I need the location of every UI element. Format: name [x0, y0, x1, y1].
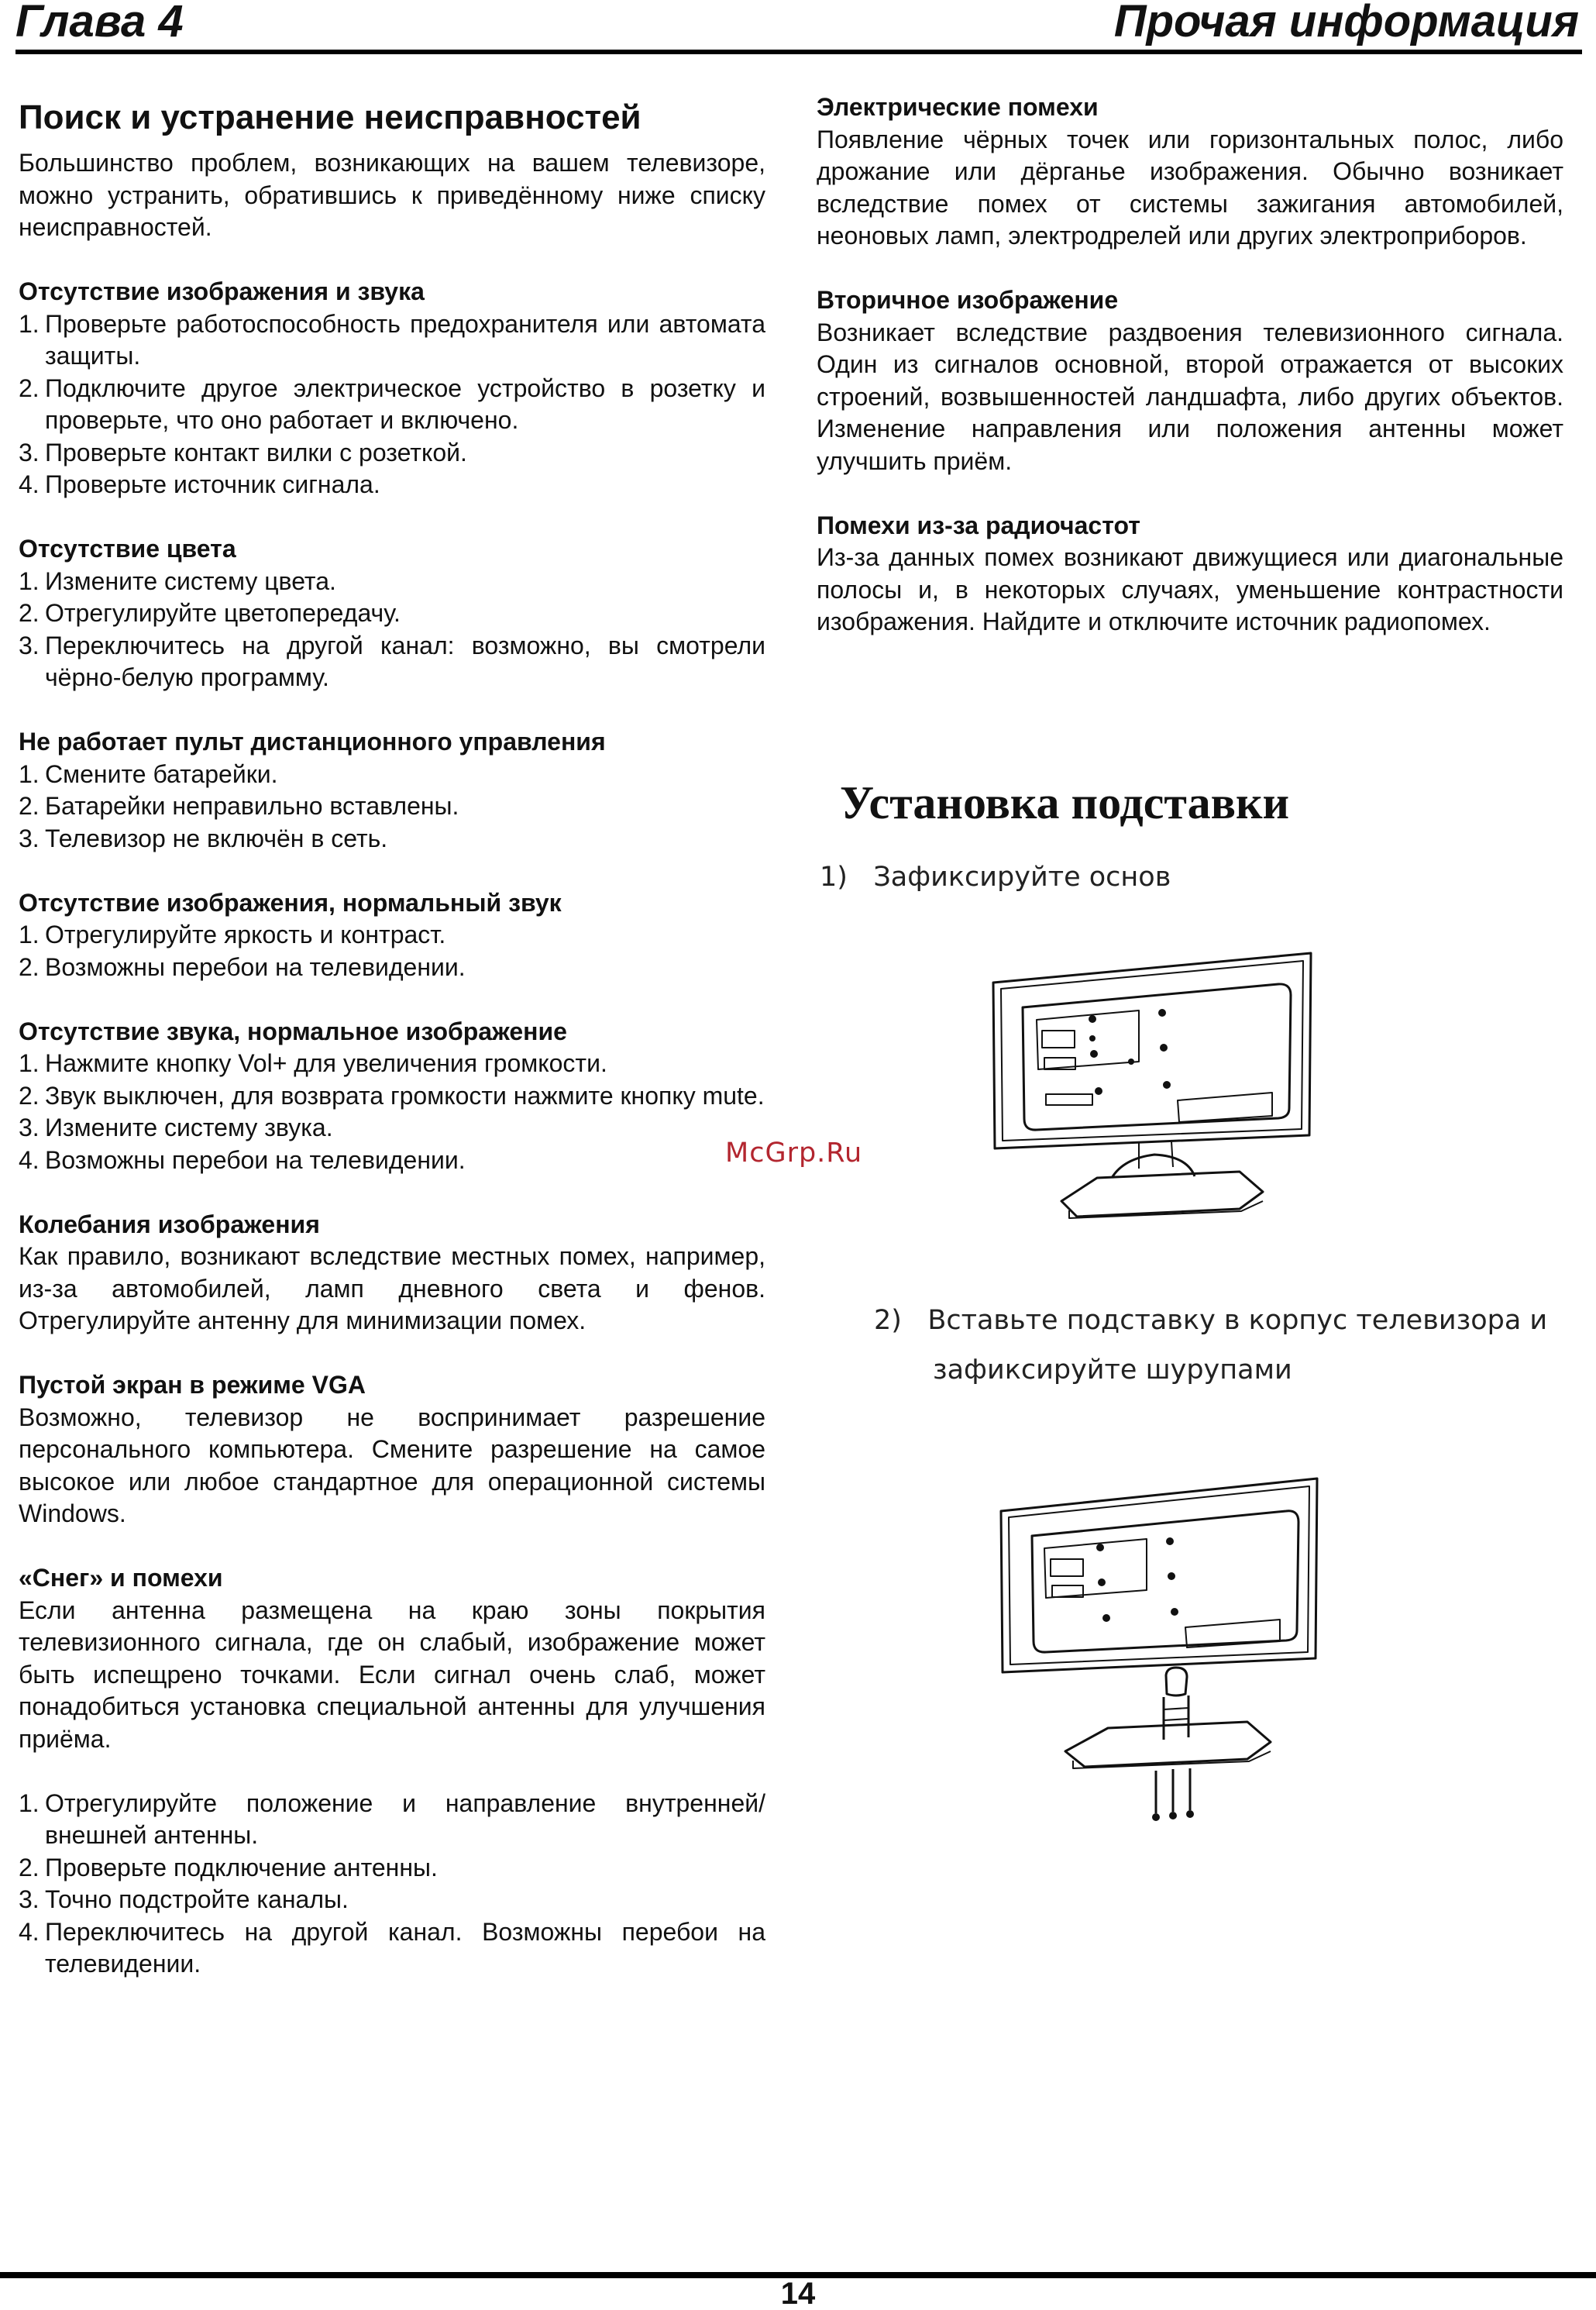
list-item: 1. Проверьте работоспособность предохранителя или автомата защиты.	[19, 309, 765, 370]
chapter-label: Глава 4	[15, 0, 184, 46]
section-picture-fluctuation	[19, 1209, 765, 1337]
section-radio-interference	[817, 510, 1563, 639]
section-text: Возможно, телевизор не воспринимает разрешение персонального компьютера. Смените разрешение на самое высокое или любое стандартное для операционной системы Windows.	[19, 1403, 765, 1527]
list-item: 4. Возможны перебои на телевидении.	[19, 1145, 466, 1174]
list-item: 4. Проверьте источник сигнала.	[19, 470, 380, 498]
list-item: 1. Нажмите кнопку Vol+ для увеличения громкости.	[19, 1049, 607, 1077]
section-ghost-image	[817, 284, 1563, 477]
list-item: 3. Точно подстройте каналы.	[19, 1885, 349, 1913]
right-column	[817, 91, 1563, 639]
section-heading: Пустой экран в режиме VGA	[19, 1371, 366, 1399]
list-item: 2. Подключите другое электрическое устройство в розетку и проверьте, что оно работает и включено.	[19, 374, 765, 434]
section-text: Если антенна размещена на краю зоны покрытия телевизионного сигнала, где он слабый, изображение может быть испещрено точками. Если сигнал очень слаб, может понадобиться установка специальной антенны для улучшения приёма.	[19, 1596, 765, 1753]
section-heading: Колебания изображения	[19, 1210, 320, 1238]
section-remote	[19, 726, 765, 855]
section-no-color	[19, 533, 765, 694]
section-electrical-noise	[817, 91, 1563, 253]
list-item: 2. Возможны перебои на телевидении.	[19, 952, 466, 981]
troubleshooting-title: Поиск и устранение неисправностей	[19, 98, 641, 136]
list-item: 3. Переключитесь на другой канал: возможно, вы смотрели чёрно-белую программу.	[19, 631, 765, 691]
section-heading: Отсутствие изображения и звука	[19, 277, 425, 305]
watermark: McGrp.Ru	[725, 1138, 863, 1169]
section-no-picture-normal-sound	[19, 887, 765, 984]
intro-text: Большинство проблем, возникающих на вашем телевизоре, можно устранить, обратившись к приведённому ниже списку неисправностей.	[19, 149, 765, 241]
tv-back-illustration-2	[992, 1465, 1325, 1829]
stand-install-title: Установка подставки	[840, 777, 1290, 828]
step-1: 1) Зафиксируйте основ	[820, 862, 1171, 893]
list-item: 2. Звук выключен, для возврата громкости нажмите кнопку mute.	[19, 1081, 765, 1110]
section-vga-blank	[19, 1369, 765, 1530]
list-item: 3. Измените систему звука.	[19, 1114, 333, 1141]
section-heading: Электрические помехи	[817, 93, 1099, 121]
section-no-sound-normal-picture	[19, 1016, 765, 1177]
section-heading: Отсутствие цвета	[19, 535, 236, 563]
section-label: Прочая информация	[1113, 0, 1579, 46]
list-item: 2. Отрегулируйте цветопередачу.	[19, 599, 401, 627]
section-heading: Отсутствие звука, нормальное изображение	[19, 1017, 567, 1045]
section-heading: Вторичное изображение	[817, 286, 1119, 314]
page-number: 14	[780, 2277, 816, 2310]
section-heading: Помехи из-за радиочастот	[817, 511, 1140, 539]
list-item: 3. Проверьте контакт вилки с розеткой.	[19, 438, 467, 466]
tv-back-illustration-1	[984, 945, 1317, 1240]
list-item: 2. Проверьте подключение антенны.	[19, 1853, 438, 1881]
list-item: 1. Отрегулируйте положение и направление внутренней/внешней антенны.	[19, 1788, 765, 1849]
left-column	[19, 95, 765, 1981]
list-item: 1. Смените батарейки.	[19, 759, 278, 788]
section-text: Из-за данных помех возникают движущиеся или диагональные полосы и, в некоторых случаях, уменьшение контрастности изображения. Найдите и отключите источник радиопомех.	[817, 543, 1563, 635]
section-heading: «Снег» и помехи	[19, 1564, 223, 1592]
header-rule	[15, 50, 1582, 54]
list-item: 1. Измените систему цвета.	[19, 566, 336, 595]
section-text: Как правило, возникают вследствие местных помех, например, из-за автомобилей, ламп дневного света и фенов. Отрегулируйте антенну для минимизации помех.	[19, 1242, 765, 1334]
section-heading: Отсутствие изображения, нормальный звук	[19, 888, 562, 917]
list-item: 2. Батарейки неправильно вставлены.	[19, 792, 459, 820]
section-snow-noise	[19, 1562, 765, 1981]
step-2: 2) Вставьте подставку в корпус телевизора и	[874, 1305, 1548, 1336]
section-no-picture-sound	[19, 276, 765, 501]
section-text: Появление чёрных точек или горизонтальных полос, либо дрожание или дёрганье изображения. Обычно возникает вследствие помех от системы зажигания автомобилей, неоновых ламп, электродрелей или других электроприборов.	[817, 125, 1563, 250]
list-item: 4. Переключитесь на другой канал. Возможны перебои на телевидении.	[19, 1917, 765, 1978]
section-heading: Не работает пульт дистанционного управления	[19, 728, 606, 756]
step-2-continued: зафиксируйте шурупами	[933, 1355, 1292, 1386]
section-text: Возникает вследствие раздвоения телевизионного сигнала. Один из сигналов основной, второй отражается от высоких строений, возвышенностей ландшафта, либо других объектов. Изменение направления или положения антенны может улучшить приём.	[817, 318, 1563, 475]
list-item: 1. Отрегулируйте яркость и контраст.	[19, 921, 446, 948]
list-item: 3. Телевизор не включён в сеть.	[19, 824, 388, 852]
page-header	[0, 0, 1596, 56]
